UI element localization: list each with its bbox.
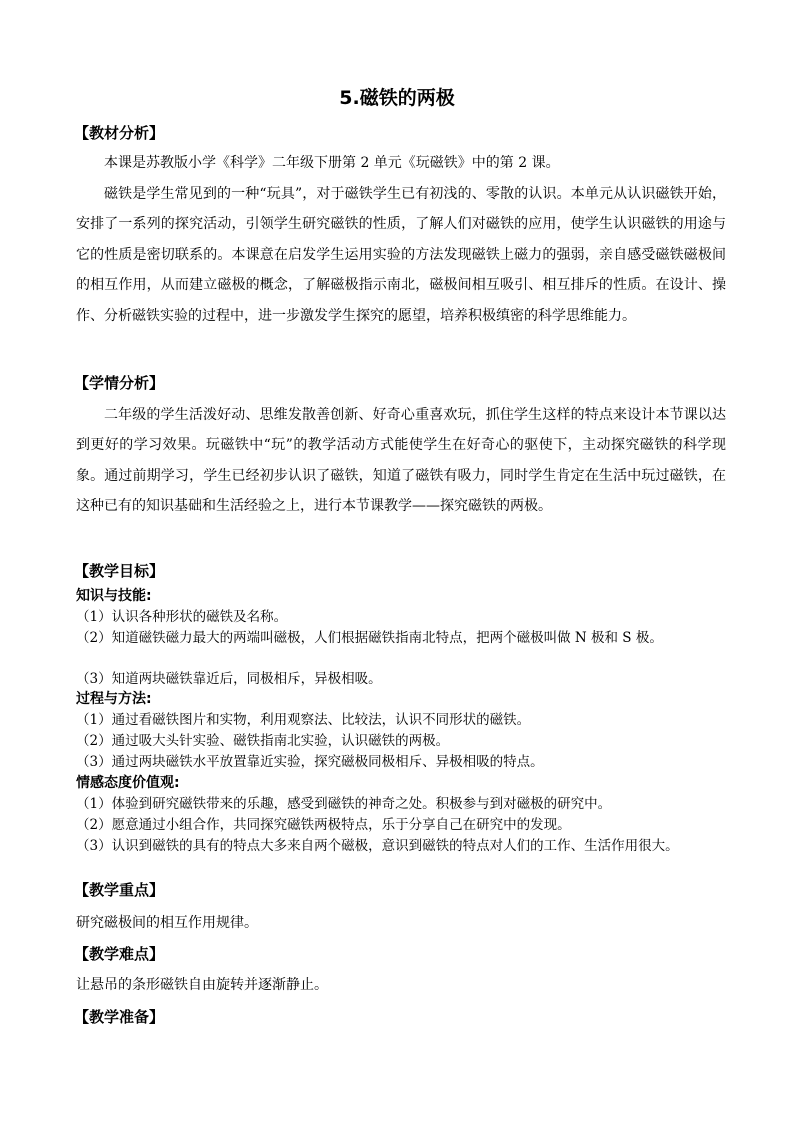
process-item-3: （3）通过两块磁铁水平放置靠近实验，探究磁极同极相斥、异极相吸的特点。 — [76, 754, 544, 770]
knowledge-item-2: （2）知道磁铁磁力最大的两端叫磁极，人们根据磁铁指南北特点，把两个磁极叫做 N 极和 S 极。 — [76, 630, 663, 646]
difficulty-text: 让悬吊的条形磁铁自由旋转并逐渐静止。 — [76, 977, 328, 993]
analysis-paragraph-1: 本课是苏教版小学《科学》二年级下册第 2 单元《玩磁铁》中的第 2 课。 — [104, 155, 560, 171]
key-point-text: 研究磁极间的相互作用规律。 — [76, 915, 258, 931]
knowledge-item-1: （1）认识各种形状的磁铁及名称。 — [76, 609, 288, 625]
heading-teaching-goals: 【教学目标】 — [74, 562, 165, 580]
attitude-item-2: （2）愿意通过小组合作，共同探究磁铁两极特点，乐于分享自己在研究中的发现。 — [76, 817, 571, 833]
heading-student-analysis: 【学情分析】 — [74, 374, 165, 392]
students-paragraph: 二年级的学生活泼好动、思维发散善创新、好奇心重喜欢玩，抓住学生这样的特点来设计本节课以达到更好的学习效果。玩磁铁中“玩”的教学活动方式能使学生在好奇心的驱使下，主动探究磁铁的科学现象。通过前期学习，学生已经初步认识了磁铁，知道了磁铁有吸力，同时学生肯定在生活中玩过磁铁，在这种已有的知识基础和生活经验之上，进行本节课教学——探究磁铁的两极。 — [76, 407, 726, 515]
heading-preparation: 【教学准备】 — [74, 1008, 165, 1026]
goals-process-label: 过程与方法: — [76, 691, 152, 707]
goals-attitude-label: 情感态度价值观: — [76, 775, 180, 791]
heading-key-point: 【教学重点】 — [74, 881, 165, 899]
heading-difficulty: 【教学难点】 — [74, 945, 165, 963]
process-item-2: （2）通过吸大头针实验、磁铁指南北实验，认识磁铁的两极。 — [76, 733, 450, 749]
attitude-item-1: （1）体验到研究磁铁带来的乐趣，感受到磁铁的神奇之处。积极参与到对磁极的研究中。 — [76, 796, 612, 812]
page-title: 5.磁铁的两极 — [339, 87, 455, 109]
analysis-paragraph-2: 磁铁是学生常见到的一种“玩具”，对于磁铁学生已有初浅的、零散的认识。本单元从认识磁铁开始，安排了一系列的探究活动，引领学生研究磁铁的性质，了解人们对磁铁的应用，使学生认识磁铁的用途与它的性质是密切联系的。本课意在启发学生运用实验的方法发现磁铁上磁力的强弱，亲自感受磁铁磁极间的相互作用，从而建立磁极的概念，了解磁极指示南北，磁极间相互吸引、相互排斥的性质。在设计、操作、分析磁铁实验的过程中，进一步激发学生探究的愿望，培养积极缜密的科学思维能力。 — [76, 186, 726, 324]
heading-textbook-analysis: 【教材分析】 — [74, 124, 165, 142]
goals-knowledge-label: 知识与技能: — [76, 588, 152, 604]
process-item-1: （1）通过看磁铁图片和实物，利用观察法、比较法，认识不同形状的磁铁。 — [76, 712, 531, 728]
knowledge-item-3: （3）知道两块磁铁靠近后，同极相斥，异极相吸。 — [76, 671, 382, 687]
attitude-item-3: （3）认识到磁铁的具有的特点大多来自两个磁极，意识到磁铁的特点对人们的工作、生活作用很大。 — [76, 838, 679, 854]
